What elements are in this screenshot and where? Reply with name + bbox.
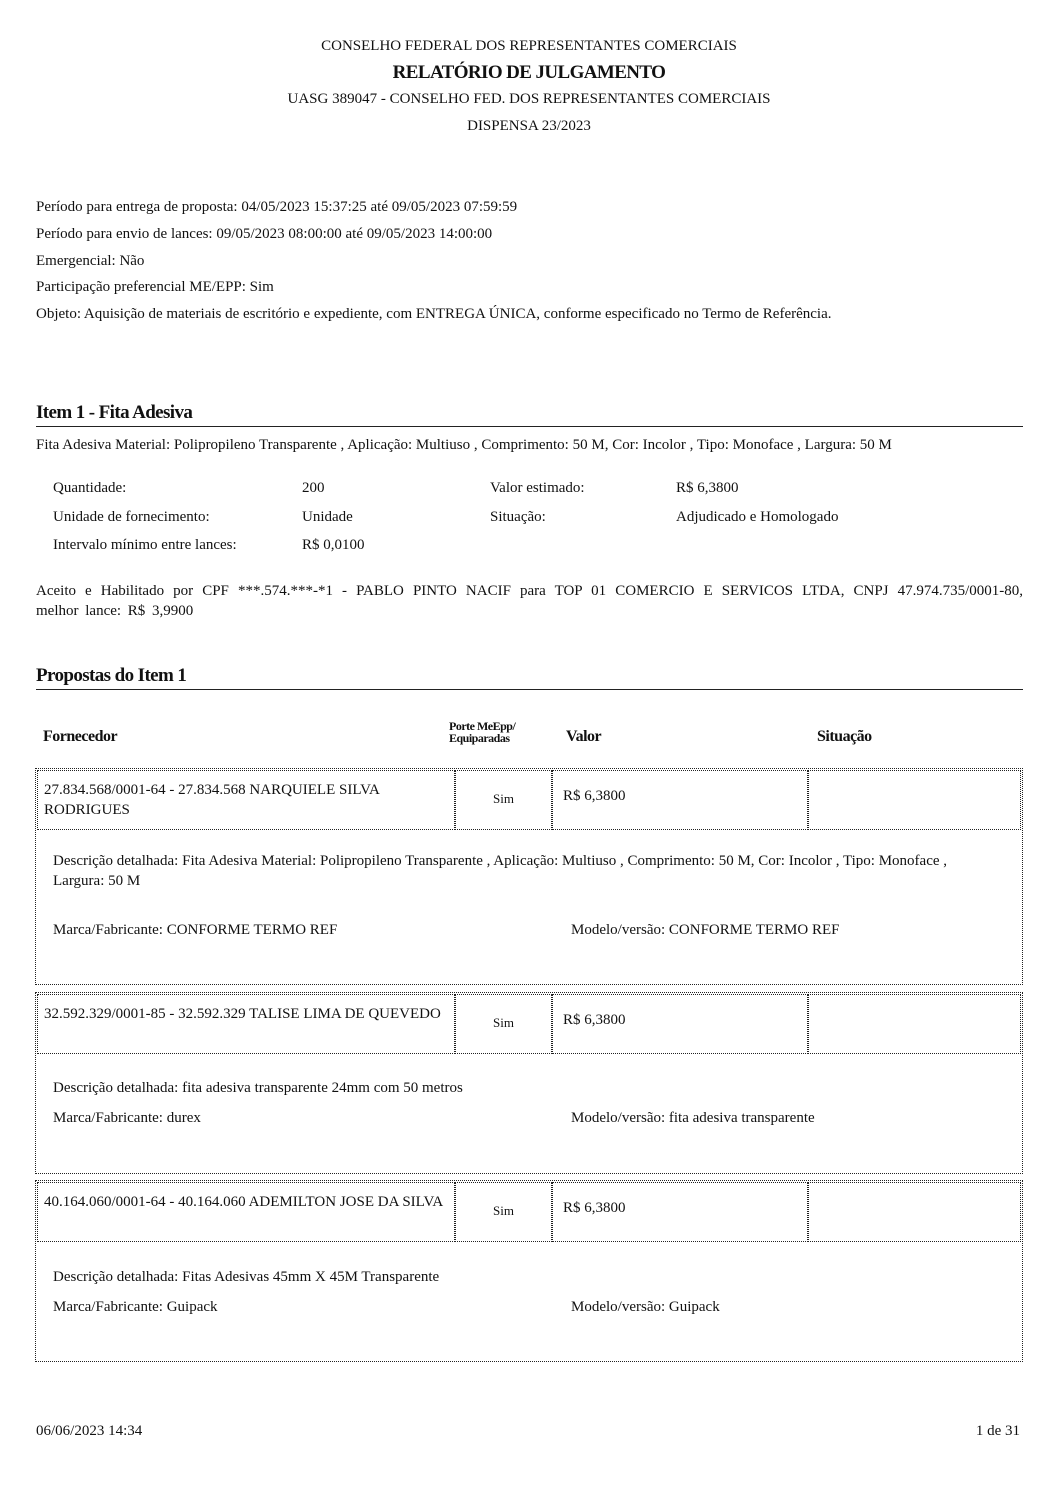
proposta-descricao: Descrição detalhada: Fitas Adesivas 45mm X 45M Transparente	[53, 1269, 440, 1285]
valor-estimado-value: R$ 6,3800	[676, 480, 739, 496]
item-title: Item 1 - Fita Adesiva	[36, 402, 1023, 427]
proposta-valor: R$ 6,3800	[552, 1182, 808, 1242]
intervalo-label: Intervalo mínimo entre lances:	[53, 537, 237, 553]
page-title: RELATÓRIO DE JULGAMENTO	[392, 62, 666, 83]
col-fornecedor: Fornecedor	[43, 728, 118, 745]
proposta-modelo: Modelo/versão: Guipack	[571, 1299, 720, 1315]
situacao-label: Situação:	[490, 509, 546, 525]
proposta-descricao: Descrição detalhada: Fita Adesiva Material: Polipropileno Transparente , Aplicação: Multiuso , Comprimento: 50 M, Cor: Incolor , Tipo: Monoface , Largura: 50 M	[53, 853, 948, 889]
col-porte: Porte MeEpp/ Equiparadas	[449, 719, 516, 745]
intervalo-value: R$ 0,0100	[302, 537, 365, 553]
proposta-marca: Marca/Fabricante: Guipack	[53, 1299, 218, 1315]
org-name: CONSELHO FEDERAL DOS REPRESENTANTES COMERCIAIS	[321, 38, 737, 54]
proposta-fornecedor: 27.834.568/0001-64 - 27.834.568 NARQUIELE SILVA RODRIGUES	[37, 770, 455, 830]
quantidade-label: Quantidade:	[53, 480, 127, 496]
proposta-fornecedor: 40.164.060/0001-64 - 40.164.060 ADEMILTON JOSE DA SILVA	[37, 1182, 455, 1242]
propostas-title: Propostas do Item 1	[36, 665, 1023, 690]
proposta-marca: Marca/Fabricante: durex	[53, 1110, 201, 1126]
aceito-habilitado: Aceito e Habilitado por CPF ***.574.***-*1 - PABLO PINTO NACIF para TOP 01 COMERCIO E SERVICOS LTDA, CNPJ 47.974.735/0001-80, melhor lance: R$ 3,9900	[36, 583, 1023, 619]
valor-estimado-label: Valor estimado:	[490, 480, 585, 496]
emergencial: Emergencial: Não	[36, 253, 145, 269]
uasg-line: UASG 389047 - CONSELHO FED. DOS REPRESENTANTES COMERCIAIS	[287, 91, 771, 107]
quantidade-value: 200	[302, 480, 325, 496]
proposta-valor: R$ 6,3800	[552, 770, 808, 830]
proposta-porte: Sim	[455, 994, 552, 1054]
proposta-fornecedor: 32.592.329/0001-85 - 32.592.329 TALISE LIMA DE QUEVEDO	[37, 994, 455, 1054]
situacao-value: Adjudicado e Homologado	[676, 509, 839, 525]
periodo-proposta: Período para entrega de proposta: 04/05/2023 15:37:25 até 09/05/2023 07:59:59	[36, 199, 518, 215]
col-valor: Valor	[566, 728, 602, 745]
proposta-porte: Sim	[455, 1182, 552, 1242]
footer-datetime: 06/06/2023 14:34	[36, 1423, 143, 1439]
proposta-situacao	[808, 994, 1021, 1054]
proposta-situacao	[808, 770, 1021, 830]
unidade-label: Unidade de fornecimento:	[53, 509, 210, 525]
dispensa-line: DISPENSA 23/2023	[467, 118, 591, 134]
proposta-valor: R$ 6,3800	[552, 994, 808, 1054]
footer-page: 1 de 31	[975, 1423, 1020, 1439]
proposta-descricao: Descrição detalhada: fita adesiva transparente 24mm com 50 metros	[53, 1080, 463, 1096]
proposta-modelo: Modelo/versão: CONFORME TERMO REF	[571, 922, 840, 938]
proposta-situacao	[808, 1182, 1021, 1242]
periodo-lances: Período para envio de lances: 09/05/2023 08:00:00 até 09/05/2023 14:00:00	[36, 226, 493, 242]
proposta-marca: Marca/Fabricante: CONFORME TERMO REF	[53, 922, 338, 938]
unidade-value: Unidade	[302, 509, 353, 525]
item-description: Fita Adesiva Material: Polipropileno Transparente , Aplicação: Multiuso , Comprimento: 50 M, Cor: Incolor , Tipo: Monoface , Largura: 50 M	[36, 437, 892, 453]
participacao-preferencial: Participação preferencial ME/EPP: Sim	[36, 279, 274, 295]
col-situacao: Situação	[817, 728, 872, 745]
proposta-porte: Sim	[455, 770, 552, 830]
objeto: Objeto: Aquisição de materiais de escritório e expediente, com ENTREGA ÚNICA, conforme especificado no Termo de Referência.	[36, 306, 832, 322]
proposta-modelo: Modelo/versão: fita adesiva transparente	[571, 1110, 815, 1126]
